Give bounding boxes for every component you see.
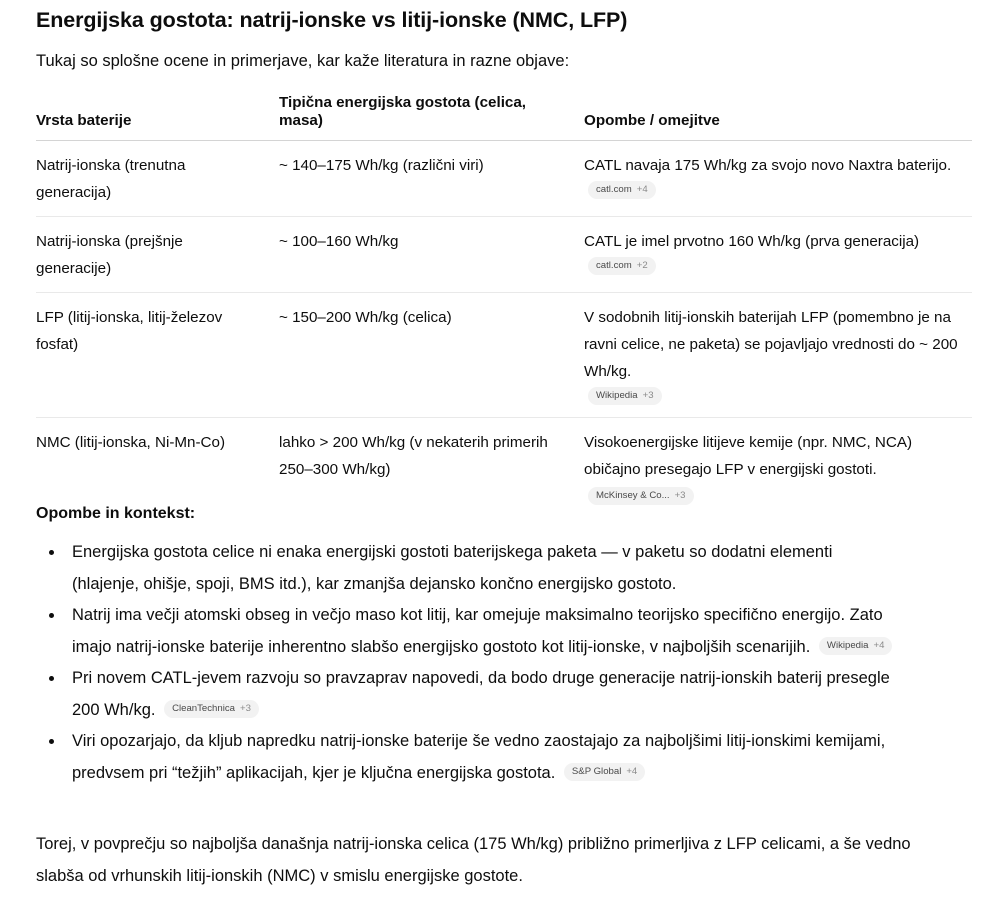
- note-item-text: Pri novem CATL-jevem razvoju so pravzaprav napovedi, da bodo druge generacije natrij-ionskih baterij presegle 200 Wh/kg.: [72, 669, 890, 719]
- list-item: [72, 537, 902, 600]
- cell-notes: [584, 217, 972, 293]
- list-item: [72, 726, 902, 789]
- header-energy-density: Tipična energijska gostota (celica, masa): [279, 88, 584, 141]
- cell-battery-type: NMC (litij-ionska, Ni-Mn-Co): [36, 434, 226, 451]
- page-title: Energijska gostota: natrij-ionske vs litij-ionske (NMC, LFP): [36, 8, 628, 32]
- citation-more: +2: [636, 260, 648, 271]
- citation-chip[interactable]: [164, 700, 259, 718]
- citation-chip[interactable]: [819, 637, 893, 655]
- cell-energy-density: ~ 150–200 Wh/kg (celica): [279, 293, 584, 418]
- header-notes: Opombe / omejitve: [584, 88, 972, 141]
- citation-more: +3: [642, 390, 654, 401]
- header-battery-type: Vrsta baterije: [36, 88, 279, 141]
- citation-source: S&P Global: [571, 766, 622, 778]
- citation-chip[interactable]: [588, 257, 656, 275]
- intro-text: Tukaj so splošne ocene in primerjave, kar kaže literatura in razne objave:: [36, 52, 570, 70]
- table-header-row: [36, 88, 972, 141]
- summary-text: Torej, v povprečju so najboljša današnja natrij-ionska celica (175 Wh/kg) približno primerljiva z LFP celicami, a še vedno slabša od vrhunskih litij-ionskih (NMC) v smislu energijske gostote.: [36, 835, 911, 885]
- notes-list: [36, 537, 902, 789]
- citation-chip[interactable]: [588, 487, 694, 505]
- note-item-text: Natrij ima večji atomski obseg in večjo maso kot litij, kar omejuje maksimalno teorijsko specifično energijo. Zato imajo natrij-ionske baterije inherentno slabšo energijsko gostoto kot litij-ionske, v najboljših scenarijih.: [72, 606, 883, 656]
- note-text: CATL navaja 175 Wh/kg za svojo novo Naxtra baterijo.: [584, 157, 952, 174]
- citation-source: catl.com: [596, 260, 632, 271]
- citation-chip[interactable]: [588, 387, 662, 405]
- list-item: [72, 600, 902, 663]
- table-row: [36, 293, 972, 418]
- citation-source: CleanTechnica: [172, 703, 235, 715]
- list-item: [72, 663, 902, 726]
- note-item-text: Viri opozarjajo, da kljub napredku natrij-ionske baterije še vedno zaostajajo za najboljšimi litij-ionskimi kemijami, predvsem pri “težjih” aplikacijah, kjer je ključna energijska gostota.: [72, 732, 886, 782]
- note-text: V sodobnih litij-ionskih baterijah LFP (pomembno je na ravni celice, ne paketa) se pojavljajo vrednosti do ~ 200 Wh/kg.: [584, 309, 958, 380]
- citation-source: catl.com: [596, 184, 632, 195]
- table-row: [36, 217, 972, 293]
- citation-source: McKinsey & Co...: [596, 489, 670, 501]
- note-text: CATL je imel prvotno 160 Wh/kg (prva generacija): [584, 233, 920, 250]
- note-item-text: Energijska gostota celice ni enaka energijski gostoti baterijskega paketa — v paketu so dodatni elementi (hlajenje, ohišje, spoji, BMS itd.), kar zmanjša dejansko končno energijsko gostoto.: [72, 543, 833, 593]
- cell-notes: [584, 141, 972, 217]
- citation-more: +4: [636, 184, 648, 195]
- citation-chip[interactable]: [564, 763, 645, 781]
- citation-source: Wikipedia: [826, 640, 869, 652]
- note-text: Visokoenergijske litijeve kemije (npr. NMC, NCA) običajno presegajo LFP v energijski gostoti.: [584, 434, 913, 478]
- citation-more: +4: [873, 640, 885, 652]
- cell-battery-type: Natrij-ionska (prejšnje generacije): [36, 217, 279, 293]
- citation-more: +3: [240, 703, 251, 715]
- citation-more: +4: [626, 766, 638, 778]
- cell-energy-density: lahko > 200 Wh/kg (v nekaterih primerih 250–300 Wh/kg): [279, 434, 548, 478]
- citation-more: +3: [674, 489, 686, 501]
- cell-notes: [584, 293, 972, 418]
- cell-energy-density: ~ 140–175 Wh/kg (različni viri): [279, 141, 584, 217]
- cell-energy-density: ~ 100–160 Wh/kg: [279, 217, 584, 293]
- notes-heading: Opombe in kontekst:: [36, 505, 196, 522]
- citation-source: Wikipedia: [596, 390, 638, 401]
- cell-notes: [584, 418, 972, 521]
- comparison-table: [36, 88, 972, 520]
- cell-battery-type: Natrij-ionska (trenutna generacija): [36, 141, 279, 217]
- table-row: [36, 141, 972, 217]
- cell-battery-type: LFP (litij-ionska, litij-železov fosfat): [36, 293, 279, 418]
- citation-chip[interactable]: [588, 181, 656, 199]
